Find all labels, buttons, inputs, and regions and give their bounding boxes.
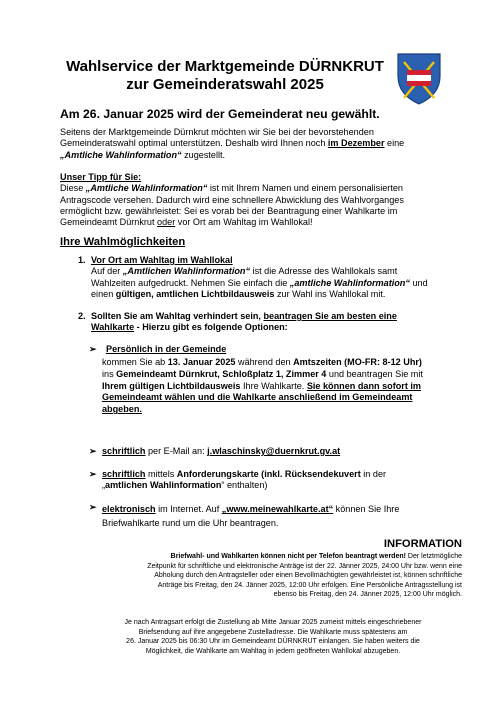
- delivery-line: 26. Januar 2025 bis 06:30 Uhr im Gemeindeamt DÜRNKRUT einlangen. Sie haben weiters die: [126, 638, 420, 646]
- option-2-line: Sollten Sie am Wahltag verhindert sein, beantragen Sie am besten eine: [91, 311, 397, 321]
- sub-option-in-person-text: [102, 357, 423, 416]
- coat-of-arms-icon: [396, 52, 442, 106]
- sub-option-line: schriftlich mittels Anforderungskarte (inkl. Rücksendekuvert in der: [102, 469, 387, 479]
- information-line: Abholung durch den Antragsteller oder einen Bevollmächtigten gewährleistet ist, können schriftliche: [154, 572, 462, 580]
- information-paragraph: [147, 552, 462, 600]
- title-line-2: zur Gemeinderatswahl 2025: [126, 76, 324, 93]
- sub-option-line: ins Gemeindeamt Dürnkrut, Schloßplatz 1, Zimmer 4 und beantragen Sie mit: [102, 368, 423, 379]
- intro-line: Gemeinderatswahl optimal unterstützen. Deshalb wird Ihnen noch im Dezember eine: [60, 138, 405, 149]
- information-heading: INFORMATION: [383, 538, 462, 550]
- information-line: ebenso bis Freitag, den 24. Jänner 2025, 12:00 Uhr möglich.: [273, 591, 462, 599]
- sub-option-heading: Persönlich in der Gemeinde: [106, 344, 227, 354]
- intro-line: Seitens der Marktgemeinde Dürnkrut möchten wir Sie bei der bevorstehenden: [60, 127, 374, 137]
- options-heading: Ihre Wahlmöglichkeiten: [60, 236, 186, 248]
- website-link[interactable]: „www.meinewahlkarte.at“: [221, 504, 334, 514]
- arrow-bullet-icon: ➢: [89, 344, 97, 354]
- option-1: [91, 255, 428, 300]
- option-2-line: Wahlkarte - Hierzu gibt es folgende Optionen:: [91, 322, 288, 333]
- option-1-number: 1.: [78, 255, 86, 265]
- option-2-number: 2.: [78, 311, 86, 321]
- tip-line: ermöglicht bzw. gewährleistet: Sei es vorab bei der Beantragung einer Wahlkarte im: [60, 205, 398, 216]
- title-line-1: Wahlservice der Marktgemeinde DÜRNKRUT: [66, 58, 384, 75]
- sub-option-line: Ihrem gültigen Lichtbildausweis Ihre Wahlkarte. Sie können dann sofort im: [102, 380, 422, 391]
- delivery-line: Je nach Antragsart erfolgt die Zustellung ab Mitte Januar 2025 zumeist mittels eingeschriebener: [124, 619, 422, 626]
- sub-option-email: schriftlich per E-Mail an: j.wlaschinsky@duernkrut.gv.at: [102, 446, 341, 456]
- sub-option-line: „amtlichen Wahlinformation“ enthalten): [102, 480, 268, 491]
- option-1-heading: Vor Ort am Wahltag im Wahllokal: [91, 255, 233, 265]
- arrow-bullet-icon: ➢: [89, 446, 97, 456]
- sub-option-line: Gemeindeamt wählen und die Wahlkarte anschließend im Gemeindeamt: [102, 392, 413, 403]
- tip-paragraph: [60, 172, 404, 228]
- sub-option-line: kommen Sie ab 13. Januar 2025 während den Amtszeiten (MO-FR: 8-12 Uhr): [102, 357, 422, 367]
- tip-line: Diese „Amtliche Wahlinformation“ ist mit Ihrem Namen und einem personalisierten: [60, 183, 403, 194]
- email-link[interactable]: j.wlaschinsky@duernkrut.gv.at: [207, 446, 341, 456]
- option-1-line: Auf der „Amtlichen Wahlinformation“ ist die Adresse des Wahllokals samt: [91, 266, 398, 277]
- delivery-line: Möglichkeit, die Wahlkarte am Wahltag in jedem geöffneten Wahllokal abzugeben.: [145, 647, 401, 655]
- intro-paragraph: [60, 127, 404, 161]
- information-line: Briefwahl- und Wahlkarten können nicht per Telefon beantragt werden! Der letztmögliche: [170, 553, 462, 560]
- sub-option-line: abgeben.: [102, 404, 142, 415]
- sub-option-line: Briefwahlkarte rund um die Uhr beantragen.: [102, 518, 279, 528]
- sub-option-online: [102, 502, 399, 530]
- information-line: Zeitpunkt für schriftliche und elektronische Anträge ist der 22. Jänner 2025, 24:00 Uhr bzw. wenn eine: [147, 562, 462, 570]
- delivery-paragraph: [108, 618, 438, 656]
- information-line: Anträge bis Freitag, den 24. Jänner 2025, 12:00 Uhr erfolgen. Eine Persönliche Antragsstellung ist: [157, 581, 462, 589]
- tip-line: Antragscode versehen. Dadurch wird eine schnellere Abwicklung des Wahlvorganges: [60, 194, 404, 205]
- sub-option-line: elektronisch im Internet. Auf „www.meinewahlkarte.at“ können Sie Ihre: [102, 504, 400, 514]
- option-2: [91, 311, 397, 334]
- sub-option-card: [102, 469, 386, 492]
- sub-option-in-person: [106, 344, 226, 355]
- tip-line: Gemeindeamt Dürnkrut oder vor Ort am Wahltag im Wahllokal!: [60, 217, 313, 228]
- election-date-heading: Am 26. Januar 2025 wird der Gemeinderat neu gewählt.: [60, 107, 380, 121]
- arrow-bullet-icon: ➢: [89, 502, 97, 512]
- option-1-line: einen gültigen, amtlichen Lichtbildausweis zur Wahl ins Wahllokal mit.: [91, 288, 386, 299]
- page-title: [60, 58, 390, 94]
- arrow-bullet-icon: ➢: [89, 469, 97, 479]
- option-1-line: Wahlzeiten aufgedruckt. Nehmen Sie einfach die „amtliche Wahlinformation“ und: [91, 277, 428, 288]
- tip-heading: Unser Tipp für Sie:: [60, 172, 142, 182]
- intro-line: „Amtliche Wahlinformation“ zugestellt.: [60, 149, 226, 160]
- delivery-line: Briefsendung auf ihre angegebene Zustelladresse. Die Wahlkarte muss spätestens am: [138, 628, 408, 636]
